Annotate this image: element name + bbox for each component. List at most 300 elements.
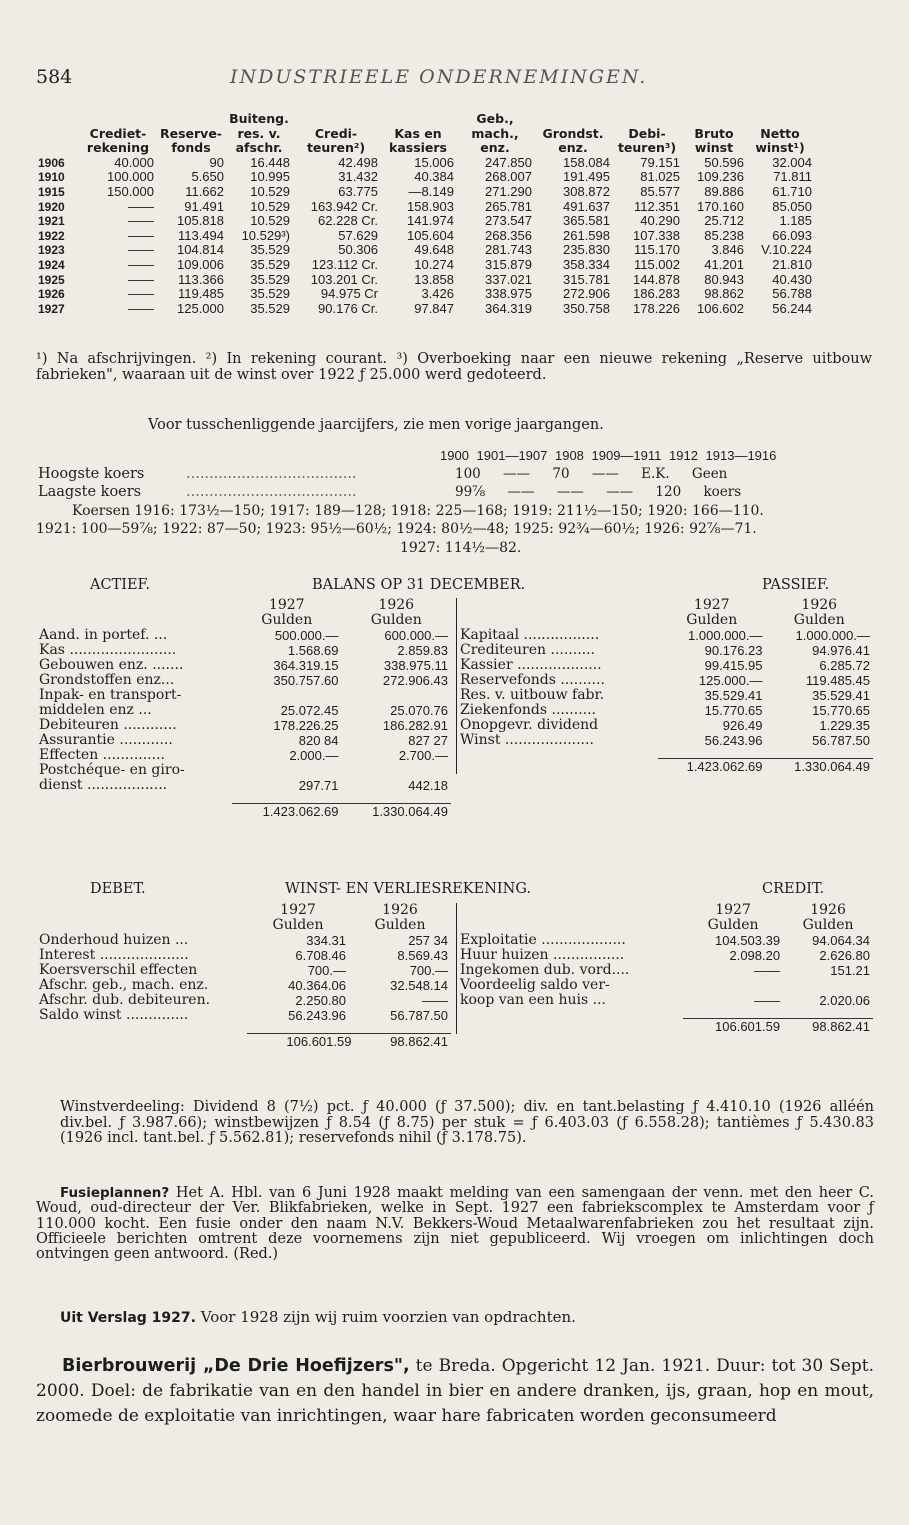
ledger-amount: 119.485.45 xyxy=(805,673,870,688)
total-spacer xyxy=(457,1019,683,1035)
value-cell: 491.637 xyxy=(563,198,610,214)
ledger-amount: 186.282.91 xyxy=(382,718,448,733)
ledger-row xyxy=(457,963,873,978)
ledger-row xyxy=(36,963,451,978)
ledger-label: Aand. in portef. ... xyxy=(39,627,168,643)
year-cell: 1910 xyxy=(38,170,65,185)
value-cell: 281.743 xyxy=(485,242,532,258)
ledger-amount: 90.176.23 xyxy=(704,643,763,658)
hoogste-values: 100 —— 70 —— E.K. Geen xyxy=(455,466,728,482)
year-cell: 1927 xyxy=(38,301,65,316)
balans-passief-head: PASSIEF. xyxy=(762,577,830,593)
ledger-label: Kas ........................ xyxy=(39,642,177,658)
dots: ..................................... xyxy=(186,484,357,500)
value-cell: 261.598 xyxy=(563,227,610,243)
value-cell: —— xyxy=(128,198,154,214)
ledger-amount: 104.503.39 xyxy=(715,933,781,948)
value-cell: 125.000 xyxy=(177,300,224,316)
table-header-cell xyxy=(36,112,80,156)
value-cell: 10.529 xyxy=(250,183,290,199)
ledger-amount: 257 34 xyxy=(408,933,448,948)
value-cell: 32.004 xyxy=(772,154,812,170)
value-cell: 50.596 xyxy=(704,154,744,170)
value-cell: 16.448 xyxy=(250,154,290,170)
ledger-amount: 1926 xyxy=(382,902,418,918)
ledger-total xyxy=(36,1033,451,1049)
ledger-row xyxy=(36,613,451,628)
ledger-amount: 32.548.14 xyxy=(390,978,448,993)
value-cell: 81.025 xyxy=(640,169,680,185)
value-cell: 56.788 xyxy=(772,286,812,302)
ledger-amount: 442.18 xyxy=(408,778,448,793)
value-cell: 80.943 xyxy=(704,271,744,287)
brewery-text: te Breda. Opgericht 12 Jan. 1921. Duur: tot 30 Sept. 2000. Doel: de fabrikatie van en den handel in bier en andere dranken, ijs, graan, hop en mout, zoomede de exploitatie van inrichtingen, waar hare fabricaten worden geconsumeerd xyxy=(36,1356,874,1426)
ledger-label: Huur huizen ................ xyxy=(460,947,625,963)
value-cell: 50.306 xyxy=(338,242,378,258)
ledger-amount: 1.229.35 xyxy=(819,718,870,733)
table-header-cell: Debi- teuren³) xyxy=(617,125,677,156)
ledger-row xyxy=(36,948,451,963)
ledger-row xyxy=(36,733,451,748)
value-cell: 66.093 xyxy=(772,227,812,243)
value-cell: 272.906 xyxy=(563,286,610,302)
ledger-row xyxy=(457,658,873,673)
table-row xyxy=(36,229,814,244)
total-amount: 1.423.062.69 xyxy=(232,804,342,820)
value-cell: 271.290 xyxy=(485,183,532,199)
value-cell: 98.862 xyxy=(704,286,744,302)
value-cell: 49.648 xyxy=(414,242,454,258)
winst-debet-table xyxy=(36,903,451,1049)
ledger-row xyxy=(36,1008,451,1023)
laagste-label: Laagste koers xyxy=(38,484,142,500)
ledger-amount: Gulden xyxy=(802,917,854,933)
ledger-label: Onopgevr. dividend xyxy=(460,717,599,733)
ledger-label: Ziekenfonds .......... xyxy=(460,702,597,718)
ledger-amount xyxy=(783,978,873,993)
table-header-cell: Buiteng. res. v. afschr. xyxy=(229,111,289,156)
value-cell: 1.185 xyxy=(779,213,812,229)
ledger-label xyxy=(36,598,232,613)
ledger-amount: Gulden xyxy=(686,612,738,628)
value-cell: —— xyxy=(128,271,154,287)
ledger-amount: 2.020.06 xyxy=(819,993,870,1008)
table-header-cell: Credi- teuren²) xyxy=(306,125,366,156)
value-cell: 247.850 xyxy=(485,154,532,170)
value-cell: 11.662 xyxy=(185,183,224,199)
value-cell: 115.002 xyxy=(633,256,680,272)
value-cell: V.10.224 xyxy=(761,242,812,258)
ledger-row xyxy=(36,903,451,918)
ledger-amount: Gulden xyxy=(370,612,422,628)
value-cell: 265.781 xyxy=(485,198,532,214)
value-cell: 105.818 xyxy=(177,213,224,229)
ledger-table xyxy=(36,903,451,1023)
ledger-row xyxy=(457,703,873,718)
ledger-amount: 2.626.80 xyxy=(819,948,870,963)
ledger-amount xyxy=(232,763,342,778)
ledger-row xyxy=(36,778,451,793)
table-row xyxy=(36,214,814,229)
table-row xyxy=(36,287,814,302)
table-header-cell: Crediet- rekening xyxy=(86,125,150,156)
ledger-amount: 35.529.41 xyxy=(704,688,763,703)
value-cell: 94.975 Cr xyxy=(320,286,378,302)
value-cell: 144.878 xyxy=(633,271,680,287)
value-cell: 10.274 xyxy=(414,256,454,272)
ledger-label xyxy=(36,903,247,918)
ledger-amount: 25.070.76 xyxy=(390,703,448,718)
ledger-row xyxy=(36,658,451,673)
ledger-label xyxy=(457,598,658,613)
value-cell: 79.151 xyxy=(640,154,680,170)
ledger-amount: 1.568.69 xyxy=(287,643,339,658)
ledger-amount: 99.415.95 xyxy=(704,658,763,673)
total-amount: 98.862.41 xyxy=(354,1034,451,1050)
winst-credit-table xyxy=(456,903,873,1034)
value-cell: 91.491 xyxy=(184,198,224,214)
verslag-line xyxy=(60,1310,576,1326)
winst-credit-head: CREDIT. xyxy=(762,881,825,897)
koers-years: 1900 1901—1907 1908 1909—1911 1912 1913—1916 xyxy=(440,448,777,463)
table-header-cell: Grondst. enz. xyxy=(542,125,604,156)
ledger-row xyxy=(457,598,873,613)
table-header-cell: Netto winst¹) xyxy=(755,125,805,156)
ledger-label: Koersverschil effecten xyxy=(39,962,198,978)
total-amount: 1.423.062.69 xyxy=(658,759,766,775)
ledger-row xyxy=(457,673,873,688)
value-cell: 40.290 xyxy=(640,213,680,229)
ledger-table xyxy=(36,598,451,793)
ledger-label: dienst .................. xyxy=(39,777,168,793)
ledger-row xyxy=(457,933,873,948)
value-cell: 56.244 xyxy=(772,300,812,316)
ledger-label: Kassier ................... xyxy=(460,657,602,673)
page-number: 584 xyxy=(36,66,73,88)
value-cell: 21.810 xyxy=(772,256,812,272)
value-cell: 235.830 xyxy=(563,242,610,258)
value-cell: 3.426 xyxy=(421,286,454,302)
value-cell: 105.604 xyxy=(407,227,454,243)
ledger-amount: 25.072.45 xyxy=(280,703,339,718)
value-cell: 89.886 xyxy=(704,183,744,199)
ledger-amount: 820 84 xyxy=(298,733,339,748)
table-row xyxy=(36,258,814,273)
value-cell: 35.529 xyxy=(250,271,290,287)
value-cell: 40.000 xyxy=(114,154,154,170)
value-cell: 57.629 xyxy=(338,227,378,243)
fusie-text: Het A. Hbl. van 6 Juni 1928 maakt melding van een samengaan der venn. met den heer C. Woud, oud-directeur der Ver. Blikfabrieken, welke in Sept. 1927 een fabriekscomplex te Amsterdam voor ƒ 110.000 kocht. Een fusie onder den naam N.V. Bekkers-Woud Metaalwarenfabrieken zou het resultaat zijn. Officieele berichten omtrent deze voornemens zijn niet gepubliceerd. Wij vroegen om inlichtingen doch ontvingen geen antwoord. (Red.) xyxy=(36,1185,874,1263)
ledger-amount: 15.770.65 xyxy=(704,703,763,718)
financial-history-table xyxy=(36,112,814,316)
ledger-amount: 2.859.83 xyxy=(397,643,448,658)
ledger-amount: 700.— xyxy=(307,963,346,978)
ledger-label: Reservefonds .......... xyxy=(460,672,605,688)
ledger-label: Res. v. uitbouw fabr. xyxy=(460,687,605,703)
winstverdeeling: Winstverdeeling: Dividend 8 (7½) pct. ƒ 40.000 (ƒ 37.500); div. en tant.belasting ƒ 4.410.10 (1926 alléén div.bel. ƒ 3.987.66); winstbewijzen ƒ 8.54 (ƒ 8.75) per stuk = ƒ 6.403.03 (ƒ 6.558.28); tantièmes ƒ 5.430.83 (1926 incl. tant.bel. ƒ 5.562.81); reservefonds nihil (ƒ 3.178.75). xyxy=(60,1099,874,1146)
ledger-amount: 1927 xyxy=(693,597,730,613)
table-row xyxy=(36,243,814,258)
ledger-label: Afschr. dub. debiteuren. xyxy=(39,992,211,1008)
ledger-amount: 6.708.46 xyxy=(295,948,346,963)
ledger-amount: 272.906.43 xyxy=(382,673,448,688)
ledger-row xyxy=(36,763,451,778)
value-cell: 3.846 xyxy=(711,242,744,258)
value-cell: 35.529 xyxy=(250,300,290,316)
ledger-amount: 350.757.60 xyxy=(273,673,339,688)
ledger-row xyxy=(36,703,451,718)
ledger-amount xyxy=(683,978,783,993)
value-cell: 71.811 xyxy=(773,169,812,185)
ledger-amount: Gulden xyxy=(374,917,426,933)
ledger-row xyxy=(457,688,873,703)
ledger-row xyxy=(36,628,451,643)
laagste-values: 99⅞ —— —— —— 120 koers xyxy=(455,484,742,500)
ledger-amount: 1927 xyxy=(715,902,751,918)
table-header-cell: Bruto winst xyxy=(694,125,734,156)
year-cell: 1906 xyxy=(38,155,65,170)
ledger-amount: 334.31 xyxy=(306,933,346,948)
year-cell: 1924 xyxy=(38,257,65,272)
ledger-row xyxy=(457,978,873,993)
ledger-amount: 827 27 xyxy=(408,733,448,748)
ledger-amount: 178.226.25 xyxy=(273,718,339,733)
value-cell: 100.000 xyxy=(107,169,154,185)
ledger-amount: 56.243.96 xyxy=(288,1008,346,1023)
value-cell: 113.366 xyxy=(177,271,224,287)
year-cell: 1920 xyxy=(38,199,65,214)
ledger-amount: Gulden xyxy=(707,917,759,933)
ledger-total xyxy=(457,1018,873,1034)
value-cell: 308.872 xyxy=(563,183,610,199)
ledger-row xyxy=(36,748,451,763)
ledger-label: Ingekomen dub. vord.... xyxy=(460,962,630,978)
ledger-total xyxy=(36,803,451,819)
ledger-amount: 151.21 xyxy=(830,963,870,978)
value-cell: —— xyxy=(128,286,154,302)
koersen-line3: 1927: 114½—82. xyxy=(400,540,522,556)
ledger-amount: Gulden xyxy=(261,612,313,628)
ledger-row xyxy=(457,993,873,1008)
ledger-amount: 56.243.96 xyxy=(704,733,763,748)
ledger-amount: 40.364.06 xyxy=(288,978,346,993)
footnote: ¹) Na afschrijvingen. ²) In rekening courant. ³) Overboeking naar een nieuwe rekening „Reserve uitbouw fabrieken", waaraan uit de winst over 1922 ƒ 25.000 werd gedoteerd. xyxy=(36,351,872,383)
value-cell: 40.384 xyxy=(414,169,454,185)
ledger-row xyxy=(36,688,451,703)
value-cell: —— xyxy=(128,227,154,243)
ledger-row xyxy=(457,613,873,628)
ledger-label: koop van een huis ... xyxy=(460,992,607,1008)
ledger-amount: 8.569.43 xyxy=(397,948,448,963)
balans-passief-table xyxy=(456,598,873,774)
year-cell: 1922 xyxy=(38,228,65,243)
value-cell: 10.529 xyxy=(250,213,290,229)
ledger-table xyxy=(457,598,873,748)
value-cell: 186.283 xyxy=(633,286,680,302)
total-spacer xyxy=(457,759,658,775)
value-cell: 61.710 xyxy=(772,183,812,199)
value-cell: 365.581 xyxy=(563,213,610,229)
value-cell: 163.942 Cr. xyxy=(310,198,378,214)
value-cell: 150.000 xyxy=(107,183,154,199)
ledger-row xyxy=(36,718,451,733)
ledger-row xyxy=(36,598,451,613)
ledger-label: Gebouwen enz. ....... xyxy=(39,657,184,673)
table-row xyxy=(36,200,814,215)
ledger-label: Saldo winst .............. xyxy=(39,1007,189,1023)
value-cell: 40.430 xyxy=(772,271,812,287)
ledger-row xyxy=(457,903,873,918)
ledger-amount: 500.000.— xyxy=(274,628,339,643)
total-spacer xyxy=(36,804,232,820)
table-header-cell: Geb., mach., enz. xyxy=(471,111,519,156)
value-cell: 268.356 xyxy=(485,227,532,243)
value-cell: 42.498 xyxy=(338,154,378,170)
value-cell: 13.858 xyxy=(414,271,454,287)
table-header-cell: Kas en kassiers xyxy=(389,125,447,156)
value-cell: 191.495 xyxy=(563,169,610,185)
table-row xyxy=(36,273,814,288)
total-amount: 98.862.41 xyxy=(783,1019,873,1035)
koersen-line1: Koersen 1916: 173½—150; 1917: 189—128; 1918: 225—168; 1919: 211½—150; 1920: 166—110. xyxy=(72,503,764,519)
value-cell: 90 xyxy=(209,154,224,170)
fusie-label: Fusieplannen? xyxy=(60,1185,170,1201)
ledger-label: Crediteuren .......... xyxy=(460,642,596,658)
total-spacer xyxy=(36,1034,247,1050)
ledger-amount xyxy=(342,763,452,778)
value-cell: 15.006 xyxy=(414,154,454,170)
ledger-amount: —— xyxy=(754,963,781,978)
ledger-amount: 338.975.11 xyxy=(383,658,448,673)
value-cell: 358.334 xyxy=(563,256,610,272)
winst-debet-head: DEBET. xyxy=(90,881,146,897)
ledger-table xyxy=(457,903,873,1008)
value-cell: 119.485 xyxy=(177,286,224,302)
ledger-row xyxy=(457,718,873,733)
ledger-label xyxy=(457,918,683,933)
ledger-amount xyxy=(232,688,342,703)
value-cell: —— xyxy=(128,242,154,258)
value-cell: 115.170 xyxy=(633,242,680,258)
value-cell: —— xyxy=(128,300,154,316)
ledger-amount: 15.770.65 xyxy=(812,703,870,718)
balans-title: BALANS OP 31 DECEMBER. xyxy=(312,577,526,593)
value-cell: 338.975 xyxy=(485,286,532,302)
value-cell: 10.995 xyxy=(250,169,290,185)
ledger-label: Winst .................... xyxy=(460,732,594,748)
value-cell: 35.529 xyxy=(250,256,290,272)
table-row xyxy=(36,170,814,185)
verslag-text: Voor 1928 zijn wij ruim voorzien van opdrachten. xyxy=(200,1308,576,1326)
ledger-amount: 297.71 xyxy=(298,778,339,793)
ledger-amount: 56.787.50 xyxy=(812,733,870,748)
ledger-row xyxy=(457,628,873,643)
value-cell: 90.176 Cr. xyxy=(318,300,378,316)
value-cell: 35.529 xyxy=(250,286,290,302)
year-cell: 1923 xyxy=(38,243,65,258)
value-cell: 10.529 xyxy=(250,198,290,214)
ledger-label: Exploitatie ................... xyxy=(460,932,626,948)
value-cell: 104.814 xyxy=(177,242,224,258)
fusie-paragraph xyxy=(36,1186,874,1262)
note-previous-years: Voor tusschenliggende jaarcijfers, zie men vorige jaargangen. xyxy=(148,417,604,433)
ledger-row xyxy=(36,643,451,658)
ledger-label: Voordeelig saldo ver- xyxy=(460,977,610,993)
total-amount: 106.601.59 xyxy=(247,1034,354,1050)
value-cell: 123.112 Cr. xyxy=(311,256,378,272)
table-row xyxy=(36,156,814,171)
value-cell: 106.602 xyxy=(697,300,744,316)
ledger-label: Kapitaal ................. xyxy=(460,627,600,643)
value-cell: —8.149 xyxy=(408,183,454,199)
ledger-label: Assurantie ............ xyxy=(39,732,173,748)
ledger-label xyxy=(36,613,232,628)
ledger-amount: 1926 xyxy=(810,902,846,918)
ledger-amount: 35.529.41 xyxy=(812,688,870,703)
value-cell: 31.432 xyxy=(338,169,378,185)
value-cell: 63.775 xyxy=(338,183,378,199)
value-cell: 5.650 xyxy=(191,169,224,185)
value-cell: 113.494 xyxy=(177,227,224,243)
value-cell: 273.547 xyxy=(485,213,532,229)
year-cell: 1926 xyxy=(38,287,65,302)
value-cell: 315.781 xyxy=(563,271,610,287)
ledger-total xyxy=(457,758,873,774)
ledger-amount xyxy=(342,688,452,703)
value-cell: 364.319 xyxy=(485,300,532,316)
ledger-row xyxy=(36,933,451,948)
ledger-row xyxy=(457,643,873,658)
verslag-label: Uit Verslag 1927. xyxy=(60,1310,196,1326)
brewery-paragraph xyxy=(36,1354,874,1429)
ledger-amount: 6.285.72 xyxy=(819,658,870,673)
ledger-label: middelen enz ... xyxy=(39,702,152,718)
ledger-amount: Gulden xyxy=(272,917,324,933)
table-row xyxy=(36,185,814,200)
value-cell: 112.351 xyxy=(633,198,680,214)
table-header-cell: Reserve- fonds xyxy=(160,125,222,156)
value-cell: —— xyxy=(128,256,154,272)
value-cell: 109.236 xyxy=(697,169,744,185)
ledger-amount: 2.000.— xyxy=(289,748,339,763)
value-cell: 41.201 xyxy=(704,256,744,272)
ledger-amount: 364.319.15 xyxy=(273,658,339,673)
ledger-label: Debiteuren ............ xyxy=(39,717,177,733)
ledger-label: Inpak- en transport- xyxy=(39,687,182,703)
running-head: INDUSTRIEELE ONDERNEMINGEN. xyxy=(230,66,648,88)
value-cell: 10.529³) xyxy=(241,227,290,243)
ledger-amount: 700.— xyxy=(409,963,448,978)
value-cell: 350.758 xyxy=(563,300,610,316)
value-cell: 85.577 xyxy=(640,183,680,199)
value-cell: 141.974 xyxy=(407,213,454,229)
year-cell: 1925 xyxy=(38,272,65,287)
ledger-row xyxy=(36,993,451,1008)
balans-actief-head: ACTIEF. xyxy=(90,577,150,593)
total-amount: 1.330.064.49 xyxy=(766,759,874,775)
ledger-amount: 926.49 xyxy=(722,718,763,733)
total-amount: 106.601.59 xyxy=(683,1019,783,1035)
ledger-label: Postchéque- en giro- xyxy=(39,762,185,778)
value-cell: 62.228 Cr. xyxy=(318,213,378,229)
value-cell: 25.712 xyxy=(704,213,744,229)
hoogste-label: Hoogste koers xyxy=(38,466,145,482)
ledger-amount: 2.098.20 xyxy=(729,948,781,963)
koersen-line2: 1921: 100—59⅞; 1922: 87—50; 1923: 95½—60½; 1924: 80½—48; 1925: 92¾—60½; 1926: 92⅞—71. xyxy=(36,521,757,537)
ledger-amount: 600.000.— xyxy=(384,628,448,643)
ledger-amount: 2.700.— xyxy=(398,748,448,763)
ledger-row xyxy=(457,733,873,748)
